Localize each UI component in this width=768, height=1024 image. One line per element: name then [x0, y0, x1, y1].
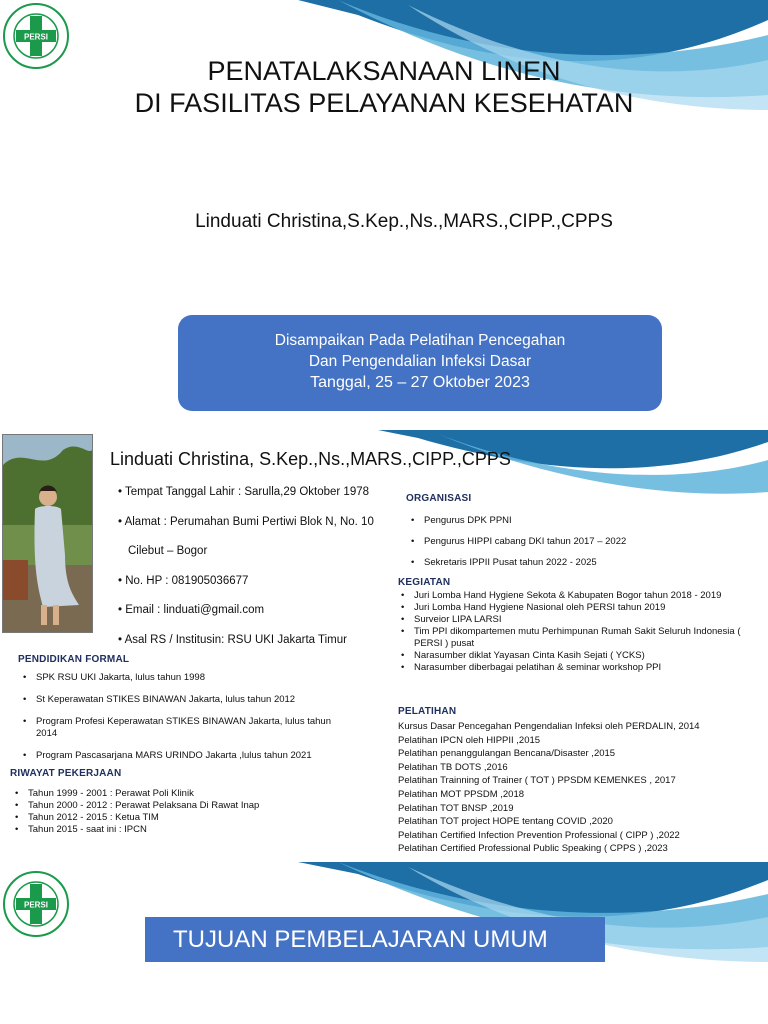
- event-line-1: Disampaikan Pada Pelatihan Pencegahan: [274, 332, 566, 349]
- kegiatan-heading: KEGIATAN: [398, 577, 451, 588]
- organisasi-list: [406, 515, 756, 569]
- svg-text:PERSI: PERSI: [23, 32, 49, 42]
- objective-banner: TUJUAN PEMBELAJARAN UMUM: [145, 917, 605, 962]
- list-item: • Narasumber diklat Yayasan Cinta Kasih Sejati ( YCKS): [396, 650, 746, 662]
- riwayat-heading: RIWAYAT PEKERJAAN: [10, 768, 122, 779]
- info-address: • Alamat : Perumahan Bumi Pertiwi Blok N, No. 10: [118, 516, 374, 528]
- list-item: • Tim PPI dikompartemen mutu Perhimpunan Rumah Sakit Seluruh Indonesia ( PERSI ) pusat: [396, 626, 746, 650]
- info-hospital: • Asal RS / Institusin: RSU UKI Jakarta Timur: [118, 634, 347, 646]
- pelatihan-heading: PELATIHAN: [398, 706, 457, 717]
- list-item: • Program Pascasarjana MARS URINDO Jakarta ,lulus tahun 2021: [18, 750, 348, 762]
- list-item: • Program Profesi Keperawatan STIKES BINAWAN Jakarta, lulus tahun 2014: [18, 716, 348, 740]
- list-item: • St Keperawatan STIKES BINAWAN Jakarta, lulus tahun 2012: [18, 694, 348, 706]
- kegiatan-list: [396, 590, 746, 674]
- event-date: Tanggal, 25 – 27 Oktober 2023: [310, 374, 530, 391]
- list-item: Pelatihan TB DOTS ,2016: [398, 761, 508, 773]
- slide-profile: [0, 430, 768, 862]
- list-item: • Narasumber diberbagai pelatihan & seminar workshop PPI: [396, 662, 746, 674]
- info-address-city: Cilebut – Bogor: [128, 545, 208, 557]
- list-item: • Tahun 1999 - 2001 : Perawat Poli Klinik: [10, 788, 340, 800]
- pelatihan-list: [398, 720, 758, 856]
- info-phone: • No. HP : 081905036677: [118, 575, 249, 587]
- list-item: • Sekretaris IPPII Pusat tahun 2022 - 2025: [406, 557, 756, 569]
- list-item: Pelatihan IPCN oleh HIPPII ,2015: [398, 734, 541, 746]
- list-item: Pelatihan penanggulangan Bencana/Disaster ,2015: [398, 748, 616, 760]
- info-birth: • Tempat Tanggal Lahir : Sarulla,29 Oktober 1978: [118, 486, 370, 498]
- title-line-2: DI FASILITAS PELAYANAN KESEHATAN: [134, 88, 634, 118]
- event-line-2: Dan Pengendalian Infeksi Dasar: [308, 353, 532, 370]
- pendidikan-list: [18, 672, 348, 762]
- riwayat-list: [10, 788, 340, 836]
- list-item: • Juri Lomba Hand Hygiene Nasional oleh PERSI tahun 2019: [396, 602, 746, 614]
- title-line-1: PENATALAKSANAAN LINEN: [207, 56, 561, 86]
- list-item: • Juri Lomba Hand Hygiene Sekota & Kabupaten Bogor tahun 2018 - 2019: [396, 590, 746, 602]
- list-item: • Tahun 2015 - saat ini : IPCN: [10, 824, 340, 836]
- list-item: Pelatihan TOT BNSP ,2019: [398, 802, 514, 814]
- info-email: • Email : linduati@gmail.com: [118, 604, 265, 616]
- list-item: • Pengurus DPK PPNI: [406, 515, 756, 527]
- list-item: Pelatihan Certified Professional Public Speaking ( CPPS ) ,2023: [398, 843, 668, 855]
- slide-title: [0, 0, 768, 430]
- persi-logo: [2, 870, 70, 938]
- author-name: Linduati Christina,S.Kep.,Ns.,MARS.,CIPP.,CPPS: [195, 211, 613, 232]
- list-item: • Surveior LIPA LARSI: [396, 614, 746, 626]
- list-item: Pelatihan MOT PPSDM ,2018: [398, 788, 525, 800]
- profile-name: Linduati Christina, S.Kep.,Ns.,MARS.,CIPP.,CPPS: [110, 449, 511, 469]
- list-item: Kursus Dasar Pencegahan Pengendalian Infeksi oleh PERDALIN, 2014: [398, 721, 700, 732]
- list-item: Pelatihan TOT project HOPE tentang COVID ,2020: [398, 816, 613, 828]
- list-item: • Tahun 2012 - 2015 : Ketua TIM: [10, 812, 340, 824]
- organisasi-heading: ORGANISASI: [406, 493, 472, 504]
- list-item: • Pengurus HIPPI cabang DKI tahun 2017 – 2022: [406, 536, 756, 548]
- list-item: Pelatihan Trainning of Trainer ( TOT ) PPSDM KEMENKES , 2017: [398, 775, 676, 787]
- slide-objective: [0, 862, 768, 1024]
- list-item: • Tahun 2000 - 2012 : Perawat Pelaksana Di Rawat Inap: [10, 800, 340, 812]
- event-info-box: [178, 315, 662, 411]
- profile-photo: [2, 434, 93, 633]
- svg-text:PERSI: PERSI: [23, 900, 49, 910]
- list-item: Pelatihan Certified Infection Prevention Professional ( CIPP ) ,2022: [398, 829, 680, 841]
- list-item: • SPK RSU UKI Jakarta, lulus tahun 1998: [18, 672, 348, 684]
- pendidikan-heading: PENDIDIKAN FORMAL: [18, 654, 130, 665]
